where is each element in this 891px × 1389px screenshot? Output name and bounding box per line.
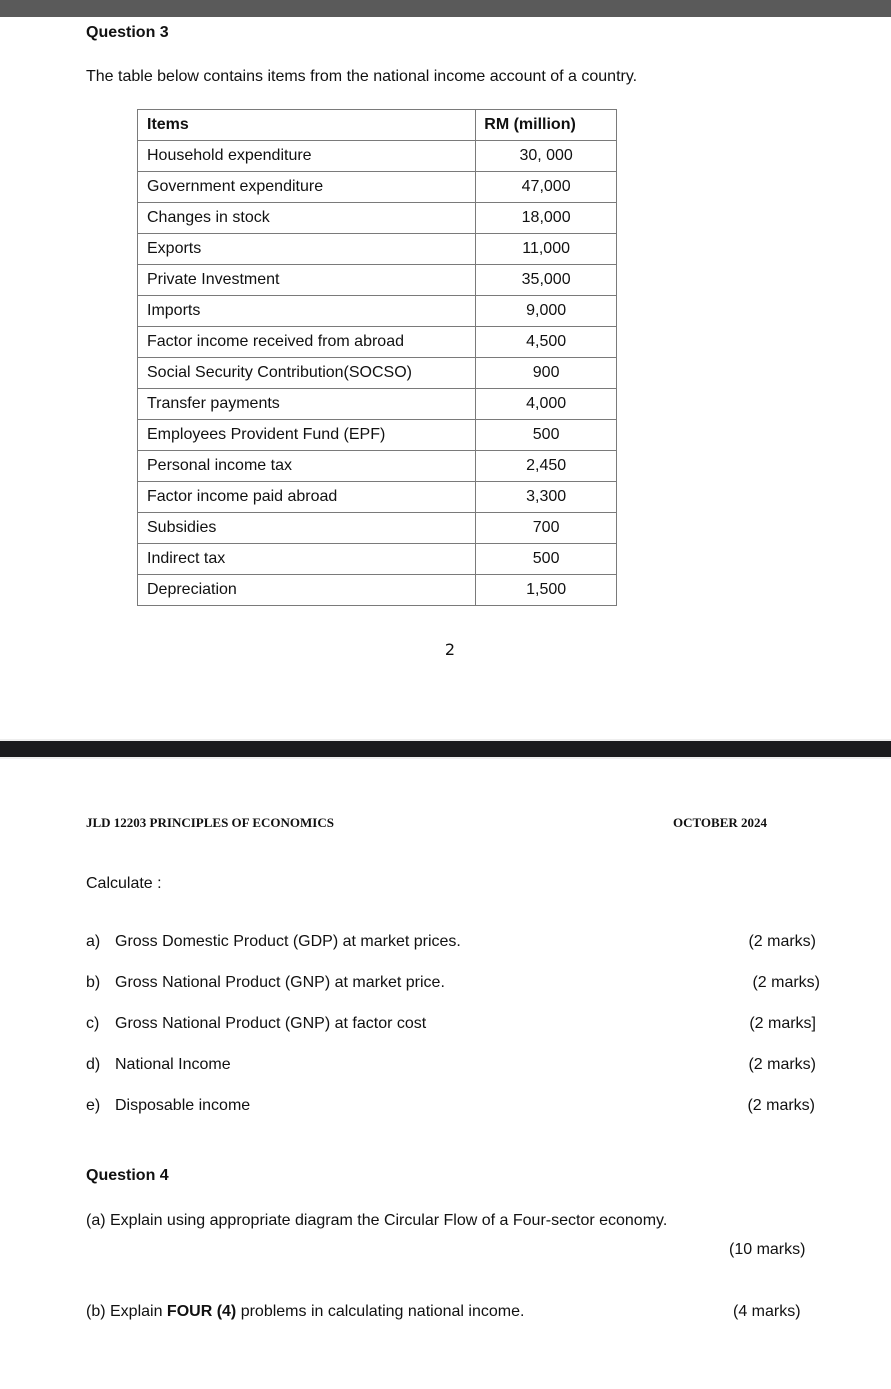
page-gap-bottom — [0, 757, 891, 759]
item-value-cell: 11,000 — [476, 234, 617, 265]
item-name-cell: Imports — [138, 296, 476, 327]
item-value-cell: 4,000 — [476, 389, 617, 420]
part-label: c) — [86, 1015, 100, 1032]
part-marks: (2 marks) — [748, 933, 816, 950]
item-value-cell: 35,000 — [476, 265, 617, 296]
part-label: d) — [86, 1056, 101, 1073]
part-label: e) — [86, 1097, 101, 1114]
item-value-cell: 500 — [476, 544, 617, 575]
item-name-cell: Private Investment — [138, 265, 476, 296]
item-name-cell: Household expenditure — [138, 141, 476, 172]
calculate-label: Calculate : — [86, 875, 162, 892]
header-rm-million: RM (million) — [476, 110, 617, 141]
item-value-cell: 30, 000 — [476, 141, 617, 172]
header-items: Items — [138, 110, 476, 141]
question-3-intro: The table below contains items from the national income account of a country. — [86, 68, 638, 85]
part-text: Gross Domestic Product (GDP) at market prices. — [115, 933, 461, 950]
table-row — [138, 482, 617, 513]
item-name-cell: Government expenditure — [138, 172, 476, 203]
table-row — [138, 575, 617, 606]
table-row — [138, 513, 617, 544]
table-row — [138, 172, 617, 203]
part-text: Disposable income — [115, 1097, 251, 1114]
item-name-cell: Factor income paid abroad — [138, 482, 476, 513]
question-4a-marks: (10 marks) — [729, 1241, 806, 1258]
item-value-cell: 900 — [476, 358, 617, 389]
question-4b-prefix: (b) Explain — [86, 1303, 167, 1320]
item-name-cell: Depreciation — [138, 575, 476, 606]
item-name-cell: Indirect tax — [138, 544, 476, 575]
item-value-cell: 18,000 — [476, 203, 617, 234]
part-marks: (2 marks) — [748, 1056, 816, 1073]
table-row — [138, 265, 617, 296]
exam-date-header: OCTOBER 2024 — [673, 815, 768, 830]
page-number: 2 — [444, 640, 456, 659]
part-text: Gross National Product (GNP) at market price. — [115, 974, 445, 991]
item-value-cell: 1,500 — [476, 575, 617, 606]
item-name-cell: Employees Provident Fund (EPF) — [138, 420, 476, 451]
part-marks: (2 marks] — [749, 1015, 816, 1032]
item-value-cell: 47,000 — [476, 172, 617, 203]
national-income-table — [137, 109, 617, 606]
question-4-title: Question 4 — [86, 1167, 169, 1184]
question-4b-marks: (4 marks) — [733, 1303, 801, 1320]
page-break-divider — [0, 741, 891, 757]
part-text: Gross National Product (GNP) at factor cost — [115, 1015, 427, 1032]
item-value-cell: 500 — [476, 420, 617, 451]
question-4b-text — [86, 1303, 524, 1321]
question-3-title: Question 3 — [86, 24, 169, 41]
item-name-cell: Exports — [138, 234, 476, 265]
item-value-cell: 3,300 — [476, 482, 617, 513]
part-marks: (2 marks) — [747, 1097, 815, 1114]
table-header-row — [138, 110, 617, 141]
table-row — [138, 296, 617, 327]
item-value-cell: 2,450 — [476, 451, 617, 482]
question-4b-bold: FOUR (4) — [166, 1303, 237, 1320]
part-marks: (2 marks) — [752, 974, 820, 991]
table-row — [138, 358, 617, 389]
part-label: b) — [86, 974, 101, 991]
question-4b-suffix: problems in calculating national income. — [236, 1303, 525, 1320]
table-row — [138, 544, 617, 575]
item-value-cell: 4,500 — [476, 327, 617, 358]
part-label: a) — [86, 933, 101, 950]
table-row — [138, 389, 617, 420]
course-header: JLD 12203 PRINCIPLES OF ECONOMICS — [86, 815, 334, 830]
viewer-top-bar — [0, 0, 891, 17]
table-row — [138, 451, 617, 482]
item-name-cell: Social Security Contribution(SOCSO) — [138, 358, 476, 389]
table-row — [138, 141, 617, 172]
table-row — [138, 234, 617, 265]
part-text: National Income — [115, 1056, 231, 1073]
item-value-cell: 700 — [476, 513, 617, 544]
item-value-cell: 9,000 — [476, 296, 617, 327]
item-name-cell: Personal income tax — [138, 451, 476, 482]
item-name-cell: Changes in stock — [138, 203, 476, 234]
table-row — [138, 420, 617, 451]
table-row — [138, 203, 617, 234]
table-row — [138, 327, 617, 358]
item-name-cell: Subsidies — [138, 513, 476, 544]
question-4a-text: (a) Explain using appropriate diagram the Circular Flow of a Four-sector economy. — [86, 1212, 668, 1229]
item-name-cell: Transfer payments — [138, 389, 476, 420]
item-name-cell: Factor income received from abroad — [138, 327, 476, 358]
